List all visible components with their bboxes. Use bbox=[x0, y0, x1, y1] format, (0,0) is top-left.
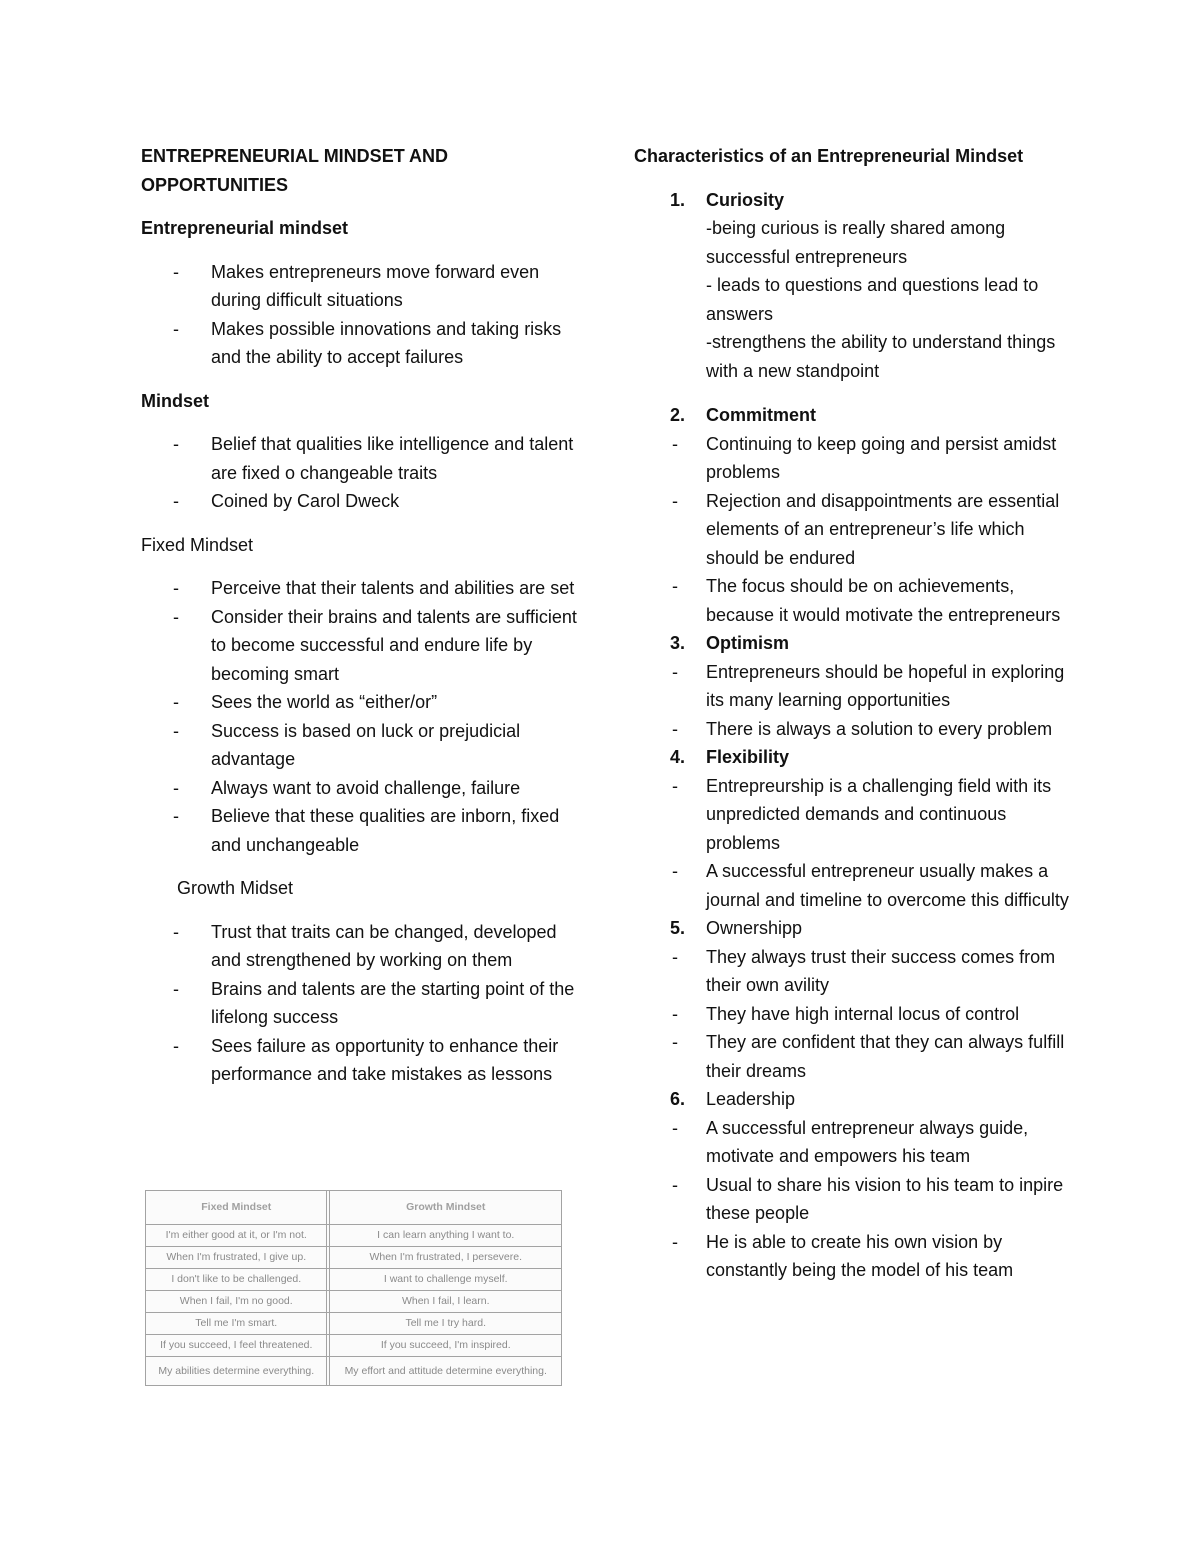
list-item-text: Always want to avoid challenge, failure bbox=[211, 777, 521, 798]
list-item bbox=[141, 487, 581, 516]
list-item bbox=[634, 943, 1074, 1000]
list-item bbox=[634, 1028, 1074, 1085]
characteristic-label: Commitment bbox=[706, 405, 817, 425]
table-cell: I'm either good at it, or I'm not. bbox=[146, 1225, 327, 1247]
table-row bbox=[146, 1225, 562, 1247]
table-cell: My effort and attitude determine everything. bbox=[330, 1357, 562, 1386]
list-item bbox=[634, 1171, 1074, 1228]
dash-bullet: - bbox=[672, 1117, 678, 1138]
table-cell: When I'm frustrated, I give up. bbox=[146, 1247, 327, 1269]
dash-bullet: - bbox=[672, 861, 678, 881]
characteristic-label: Leadership bbox=[706, 1089, 796, 1109]
list-item-text: He is able to create his own vision by constantly being the model of his team bbox=[706, 1231, 1014, 1280]
characteristic-commitment bbox=[634, 401, 1074, 629]
table-row bbox=[146, 1247, 562, 1269]
dash-bullet: - bbox=[173, 606, 179, 627]
table-header-growth: Growth Mindset bbox=[330, 1191, 562, 1225]
table-cell: When I'm frustrated, I persevere. bbox=[330, 1247, 562, 1269]
list-item-text: They always trust their success comes from their own avility bbox=[706, 946, 1056, 995]
dash-bullet: - bbox=[672, 946, 678, 967]
table-cell: Tell me I'm smart. bbox=[146, 1313, 327, 1335]
table-row bbox=[146, 1357, 562, 1386]
dash-bullet: - bbox=[672, 433, 678, 454]
dash-bullet: - bbox=[173, 777, 179, 798]
list-item-text: Consider their brains and talents are sufficient to become successful and endure life by becoming smart bbox=[211, 606, 577, 684]
table-cell: My abilities determine everything. bbox=[146, 1357, 327, 1386]
characteristic-heading bbox=[634, 914, 1074, 943]
table-cell: When I fail, I learn. bbox=[330, 1291, 562, 1313]
list-item bbox=[141, 430, 581, 487]
list-item bbox=[141, 802, 581, 859]
dash-bullet: - bbox=[173, 720, 179, 741]
table-cell: Tell me I try hard. bbox=[330, 1313, 562, 1335]
list-item bbox=[141, 918, 581, 975]
list-item-text: Rejection and disappointments are essential elements of an entrepreneur’s life which should be endured bbox=[706, 490, 1060, 568]
dash-bullet: - bbox=[672, 775, 678, 796]
characteristic-items bbox=[634, 772, 1074, 915]
characteristics-list bbox=[634, 186, 1074, 1285]
list-item-text: Believe that these qualities are inborn, fixed and unchangeable bbox=[211, 806, 560, 855]
list-item bbox=[634, 487, 1074, 573]
list-item bbox=[634, 430, 1074, 487]
list-item-text: Continuing to keep going and persist amidst problems bbox=[706, 433, 1057, 482]
characteristic-heading bbox=[634, 186, 1074, 215]
characteristic-label: Flexibility bbox=[706, 747, 790, 767]
list-item-text: The focus should be on achievements, because it would motivate the entrepreneurs bbox=[706, 576, 1061, 625]
spacer bbox=[634, 385, 1074, 401]
table-row bbox=[146, 1313, 562, 1335]
characteristic-items bbox=[634, 943, 1074, 1086]
table-cell: If you succeed, I'm inspired. bbox=[330, 1335, 562, 1357]
characteristic-items bbox=[634, 658, 1074, 744]
characteristic-items bbox=[634, 1114, 1074, 1285]
dash-bullet: - bbox=[672, 718, 678, 739]
list-item bbox=[141, 315, 581, 372]
characteristic-ownership bbox=[634, 914, 1074, 1085]
growth-mindset-list bbox=[141, 918, 581, 1089]
characteristic-curiosity bbox=[634, 186, 1074, 402]
dash-bullet: - bbox=[173, 978, 179, 999]
dash-bullet: - bbox=[173, 806, 179, 826]
section-heading-growth-mindset: Growth Midset bbox=[177, 878, 294, 898]
section-heading-entrepreneurial-mindset: Entrepreneurial mindset bbox=[141, 218, 349, 238]
characteristic-number: 2. bbox=[670, 405, 686, 425]
table-cell: I don't like to be challenged. bbox=[146, 1269, 327, 1291]
list-item-text: A successful entrepreneur usually makes a journal and timeline to overcome this difficulty bbox=[706, 861, 1069, 910]
list-item bbox=[141, 603, 581, 689]
list-item-text: Entrepreurship is a challenging field with its unpredicted demands and continuous problems bbox=[706, 775, 1052, 853]
table-cell: If you succeed, I feel threatened. bbox=[146, 1335, 327, 1357]
list-item-text: A successful entrepreneur always guide, motivate and empowers his team bbox=[706, 1117, 1029, 1166]
list-item bbox=[634, 772, 1074, 858]
table-header-fixed: Fixed Mindset bbox=[146, 1191, 327, 1225]
list-item bbox=[634, 572, 1074, 629]
dash-bullet: - bbox=[672, 1032, 678, 1052]
fixed-vs-growth-table bbox=[145, 1190, 562, 1386]
list-item bbox=[634, 857, 1074, 914]
characteristic-heading bbox=[634, 743, 1074, 772]
characteristic-label: Optimism bbox=[706, 633, 790, 653]
table-cell: I want to challenge myself. bbox=[330, 1269, 562, 1291]
dash-bullet: - bbox=[173, 318, 179, 339]
dash-bullet: - bbox=[672, 490, 678, 511]
list-item-text: They are confident that they can always fulfill their dreams bbox=[706, 1032, 1065, 1081]
list-item-text: Perceive that their talents and abilities are set bbox=[211, 578, 575, 598]
list-item bbox=[634, 658, 1074, 715]
dash-bullet: - bbox=[173, 692, 179, 712]
table-cell: When I fail, I'm no good. bbox=[146, 1291, 327, 1313]
characteristic-heading bbox=[634, 629, 1074, 658]
list-item-text: Success is based on luck or prejudicial advantage bbox=[211, 720, 521, 769]
list-item-text: There is always a solution to every problem bbox=[706, 718, 1053, 739]
list-item bbox=[634, 1114, 1074, 1171]
dash-bullet: - bbox=[173, 1035, 179, 1056]
list-item-text: Makes possible innovations and taking risks and the ability to accept failures bbox=[211, 318, 562, 367]
list-item bbox=[141, 688, 581, 717]
characteristic-number: 3. bbox=[670, 633, 686, 653]
list-item bbox=[634, 1000, 1074, 1029]
section-heading-mindset: Mindset bbox=[141, 390, 210, 411]
table-row bbox=[146, 1291, 562, 1313]
dash-bullet: - bbox=[672, 1174, 678, 1195]
characteristic-flexibility bbox=[634, 743, 1074, 914]
dash-bullet: - bbox=[672, 1003, 678, 1024]
characteristic-number: 5. bbox=[670, 918, 686, 938]
list-item bbox=[141, 717, 581, 774]
dash-bullet: - bbox=[173, 491, 179, 511]
dash-bullet: - bbox=[173, 434, 179, 454]
right-column bbox=[634, 142, 1074, 1285]
table-row bbox=[146, 1335, 562, 1357]
list-item-text: Belief that qualities like intelligence and talent are fixed o changeable traits bbox=[211, 434, 574, 483]
list-item-text: Makes entrepreneurs move forward even during difficult situations bbox=[211, 261, 540, 310]
characteristics-title: Characteristics of an Entrepreneurial Mindset bbox=[634, 146, 1024, 166]
document-title bbox=[141, 142, 581, 199]
document-title-line: ENTREPRENEURIAL MINDSET AND bbox=[141, 146, 449, 166]
mindset-list bbox=[141, 430, 581, 516]
list-item-text: Sees the world as “either/or” bbox=[211, 692, 438, 712]
dash-bullet: - bbox=[173, 578, 179, 598]
list-item-text: Coined by Carol Dweck bbox=[211, 491, 400, 511]
left-column bbox=[141, 142, 581, 1104]
table-cell: I can learn anything I want to. bbox=[330, 1225, 562, 1247]
list-item bbox=[141, 1032, 581, 1089]
list-item-text: Trust that traits can be changed, developed and strengthened by working on them bbox=[211, 921, 557, 970]
dash-bullet: - bbox=[173, 921, 179, 942]
characteristic-number: 4. bbox=[670, 747, 686, 767]
list-item-text: Brains and talents are the starting point of the lifelong success bbox=[211, 978, 575, 1027]
fixed-mindset-list bbox=[141, 574, 581, 859]
characteristic-items bbox=[634, 430, 1074, 630]
section-heading-fixed-mindset: Fixed Mindset bbox=[141, 534, 254, 555]
characteristic-label: Ownershipp bbox=[706, 918, 803, 938]
list-item-text: They have high internal locus of control bbox=[706, 1003, 1020, 1024]
characteristic-note: - leads to questions and questions lead to answers bbox=[706, 275, 1039, 324]
characteristic-number: 6. bbox=[670, 1089, 686, 1109]
document-title-line: OPPORTUNITIES bbox=[141, 174, 289, 195]
list-item-text: Entrepreneurs should be hopeful in exploring its many learning opportunities bbox=[706, 661, 1065, 710]
table-header-row bbox=[146, 1191, 562, 1225]
dash-bullet: - bbox=[672, 661, 678, 682]
entrepreneurial-mindset-list bbox=[141, 258, 581, 372]
table-row bbox=[146, 1269, 562, 1291]
dash-bullet: - bbox=[672, 1231, 678, 1252]
dash-bullet: - bbox=[173, 261, 179, 282]
list-item-text: Sees failure as opportunity to enhance their performance and take mistakes as lessons bbox=[211, 1035, 559, 1084]
characteristic-note: -strengthens the ability to understand things with a new standpoint bbox=[706, 332, 1056, 381]
characteristic-label: Curiosity bbox=[706, 189, 785, 210]
list-item bbox=[141, 258, 581, 315]
characteristic-number: 1. bbox=[670, 189, 686, 210]
characteristic-heading bbox=[634, 401, 1074, 430]
list-item bbox=[634, 715, 1074, 744]
dash-bullet: - bbox=[672, 576, 678, 596]
characteristic-note: -being curious is really shared among successful entrepreneurs bbox=[706, 218, 1006, 267]
list-item-text: Usual to share his vision to his team to inpire these people bbox=[706, 1174, 1064, 1223]
characteristic-leadership bbox=[634, 1085, 1074, 1285]
list-item bbox=[141, 975, 581, 1032]
list-item bbox=[141, 774, 581, 803]
list-item bbox=[634, 1228, 1074, 1285]
list-item bbox=[141, 574, 581, 603]
characteristic-heading bbox=[634, 1085, 1074, 1114]
characteristic-optimism bbox=[634, 629, 1074, 743]
